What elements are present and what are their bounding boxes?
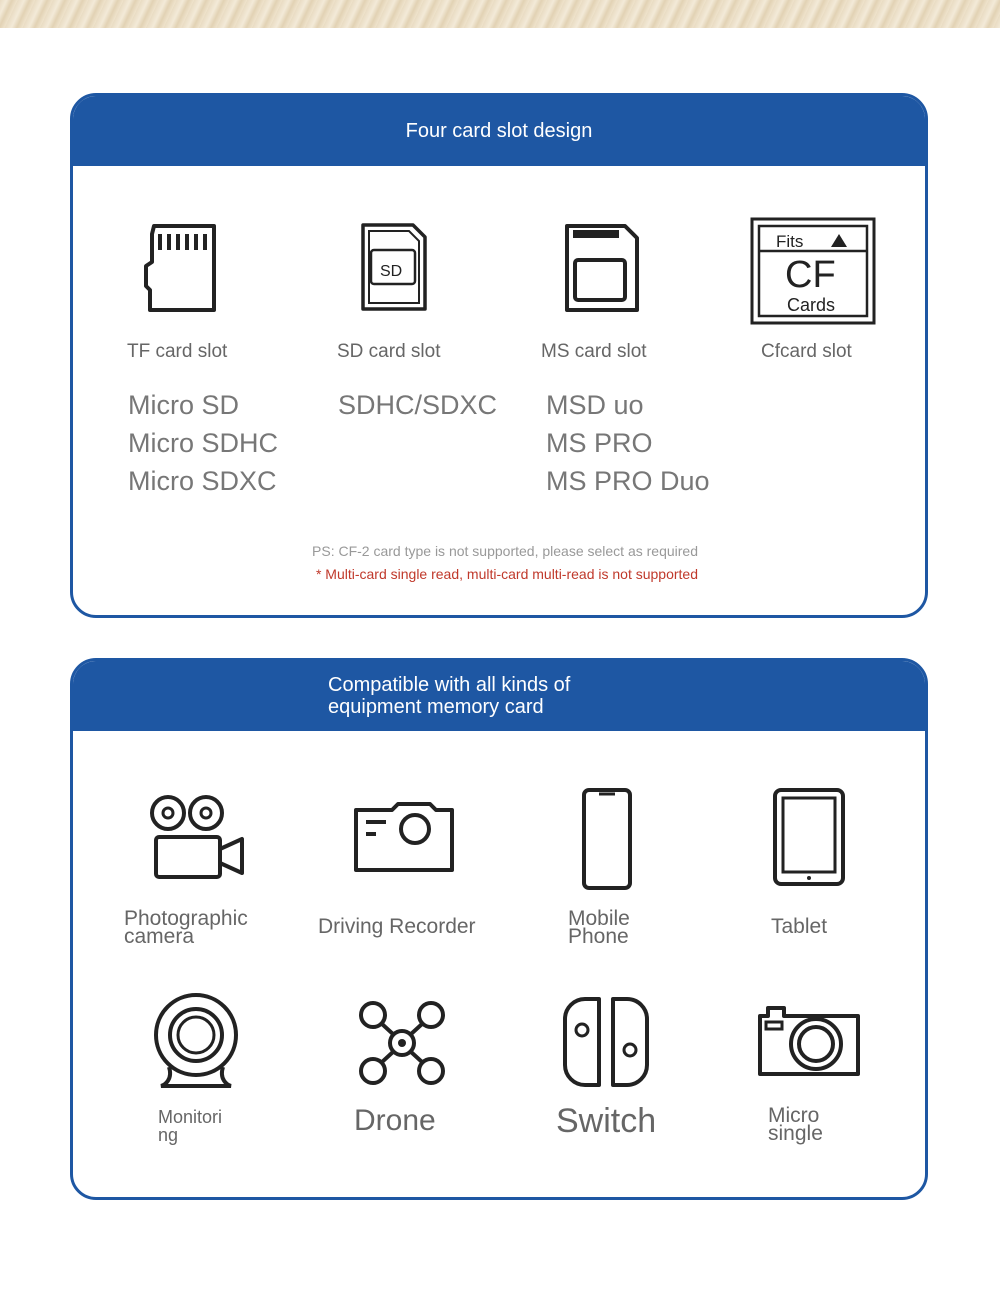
camera-icon xyxy=(756,1002,862,1078)
device-label xyxy=(568,907,630,948)
tf-card-icon xyxy=(144,222,220,314)
sd-slot-label: SD card slot xyxy=(337,341,441,362)
ms-card-icon xyxy=(563,222,641,314)
game-switch-icon xyxy=(561,996,651,1088)
cf-big-text: CF xyxy=(785,254,836,296)
device-label-line: Switch xyxy=(556,1102,657,1140)
device-label-line: single xyxy=(768,1122,823,1145)
webcam-icon xyxy=(151,993,241,1089)
device-label xyxy=(124,907,248,948)
sd-icon-text: SD xyxy=(380,263,403,280)
device-label-line: Drone xyxy=(354,1104,436,1137)
device-label-line: Mobile xyxy=(568,907,630,930)
video-camera-icon xyxy=(148,793,246,883)
tf-slot-label: TF card slot xyxy=(127,341,228,362)
tf-type: Micro SDXC xyxy=(128,466,277,496)
devices-header xyxy=(73,661,925,731)
ms-type: MSD uo xyxy=(546,390,644,420)
card-slot-title: Four card slot design xyxy=(405,119,593,142)
tablet-icon xyxy=(772,787,846,887)
device-label xyxy=(556,1102,657,1140)
cf-slot-label: Cfcard slot xyxy=(761,341,852,362)
cf-cards-text: Cards xyxy=(787,295,836,315)
device-label-line: Photographic xyxy=(124,907,248,930)
ms-types-list xyxy=(546,386,710,500)
note-multi-card: * Multi-card single read, multi-card multi-read is not supported xyxy=(315,566,698,582)
devices-title-line2: equipment memory card xyxy=(328,696,544,718)
device-label-line: Tablet xyxy=(771,915,828,938)
device-label xyxy=(318,915,476,938)
ms-type: MS PRO xyxy=(546,428,653,458)
note-unsupported-cf2: PS: CF-2 card type is not supported, please select as required xyxy=(312,543,698,559)
sd-types-list xyxy=(338,386,497,424)
device-label-line: Monitori xyxy=(158,1107,223,1127)
dashcam-icon xyxy=(352,800,456,874)
device-label xyxy=(768,1104,823,1145)
device-label xyxy=(158,1108,222,1144)
ms-slot-label: MS card slot xyxy=(541,341,647,362)
top-wood-strip xyxy=(0,0,1000,28)
drone-icon xyxy=(356,998,448,1088)
tf-type: Micro SD xyxy=(128,390,240,420)
cf-fits-text: Fits xyxy=(776,232,804,251)
sd-type: SDHC/SDXC xyxy=(338,390,498,420)
ms-type: MS PRO Duo xyxy=(546,466,710,496)
card-slot-header xyxy=(73,96,925,166)
device-label-line: Driving Recorder xyxy=(318,915,476,938)
device-label-line: camera xyxy=(124,925,195,948)
tf-types-list xyxy=(128,386,278,500)
devices-title-line1: Compatible with all kinds of xyxy=(328,674,571,696)
device-label-line: Micro xyxy=(768,1104,820,1127)
tf-type: Micro SDHC xyxy=(128,428,279,458)
device-label-line: Phone xyxy=(568,925,629,948)
device-label xyxy=(771,915,828,938)
device-label xyxy=(354,1104,436,1137)
mobile-phone-icon xyxy=(581,787,633,891)
device-label-line: ng xyxy=(158,1125,179,1145)
